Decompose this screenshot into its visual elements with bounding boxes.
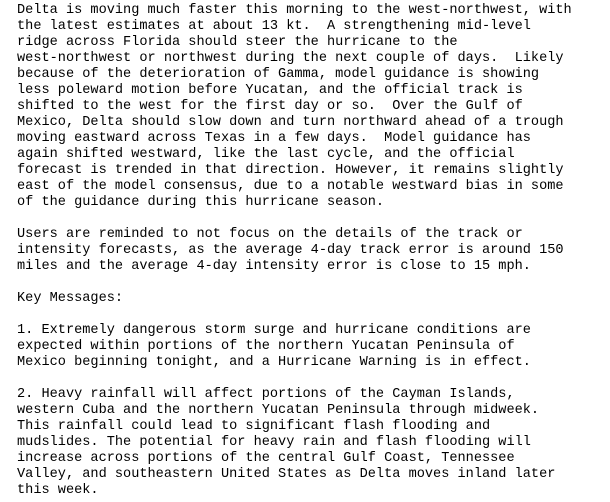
forecast-error-paragraph [17,227,607,275]
track-discussion-paragraph [17,3,607,211]
text-line: increase across portions of the central Gulf Coast, Tennessee [17,451,515,466]
text-line: of the guidance during this hurricane season. [17,195,385,210]
text-line: less poleward motion before Yucatan, and the official track is [17,83,523,98]
text-line: ridge across Florida should steer the hurricane to the [17,35,458,50]
key-messages-heading: Key Messages: [17,291,124,306]
text-line: shifted to the west for the first day or so. Over the Gulf of [17,99,523,114]
text-line: moving eastward across Texas in a few days. Model guidance has [17,131,531,146]
text-line: this week. [17,483,99,498]
text-line: miles and the average 4-day intensity error is close to 15 mph. [17,259,531,274]
text-line: This rainfall could lead to significant flash flooding and [17,419,491,434]
key-message-2 [17,387,607,499]
paragraph-spacer [17,275,607,291]
paragraph-spacer [17,307,607,323]
text-line: mudslides. The potential for heavy rain and flash flooding will [17,435,531,450]
text-line: Mexico beginning tonight, and a Hurricane Warning is in effect. [17,355,531,370]
text-line: Mexico, Delta should slow down and turn northward ahead of a trough [17,115,564,130]
text-line: 1. Extremely dangerous storm surge and hurricane conditions are [17,323,531,338]
text-line: east of the model consensus, due to a notable westward bias in some [17,179,564,194]
key-message-1 [17,323,607,371]
text-line: western Cuba and the northern Yucatan Peninsula through midweek. [17,403,540,418]
text-line: intensity forecasts, as the average 4-day track error is around 150 [17,243,564,258]
text-line: forecast is trended in that direction. However, it remains slightly [17,163,564,178]
text-line: the latest estimates at about 13 kt. A strengthening mid-level [17,19,531,34]
text-line: Delta is moving much faster this morning to the west-northwest, with [17,3,572,18]
forecast-discussion-document [17,3,607,499]
paragraph-spacer [17,211,607,227]
text-line: again shifted westward, like the last cycle, and the official [17,147,515,162]
text-line: west-northwest or northwest during the next couple of days. Likely [17,51,564,66]
text-line: expected within portions of the northern Yucatan Peninsula of [17,339,515,354]
text-line: because of the deterioration of Gamma, model guidance is showing [17,67,540,82]
text-line: Valley, and southeastern United States as Delta moves inland later [17,467,556,482]
text-line: 2. Heavy rainfall will affect portions of the Cayman Islands, [17,387,515,402]
text-line: Users are reminded to not focus on the details of the track or [17,227,523,242]
paragraph-spacer [17,371,607,387]
